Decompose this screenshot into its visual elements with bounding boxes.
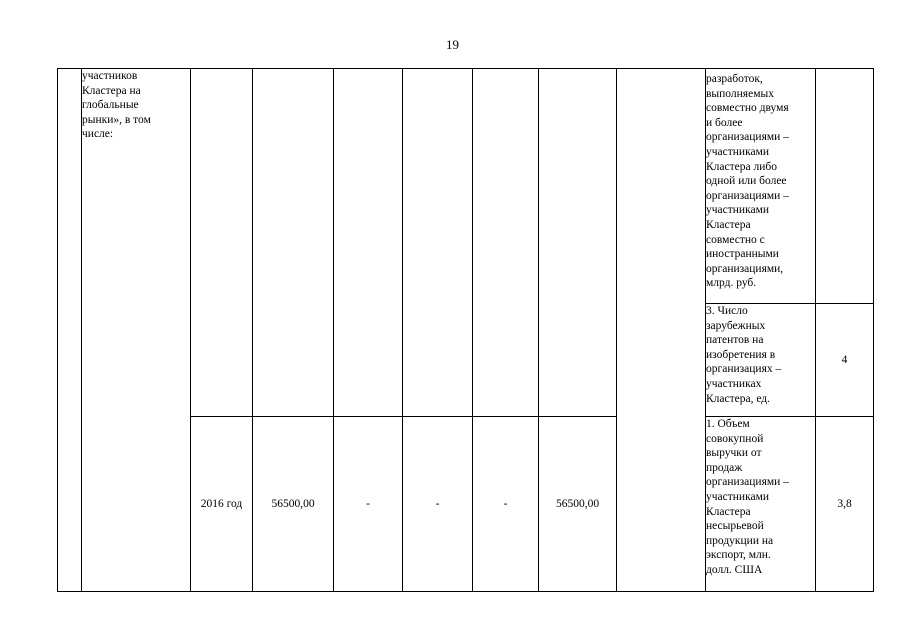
col4-cell: -: [473, 417, 539, 592]
indicator-cell: [706, 69, 816, 304]
indicator-value: [816, 69, 874, 304]
indicator-line: 1. Объем: [706, 418, 750, 430]
program-table: [57, 68, 874, 592]
indicator-line: млрд. руб.: [706, 277, 757, 290]
indicator-line: Кластера либо: [706, 160, 777, 173]
indicator-line: Кластера, ед.: [706, 392, 771, 405]
indicator-line: участниках: [706, 377, 762, 390]
description-line: Кластера на: [82, 84, 141, 97]
indicator-line: Кластера: [706, 218, 751, 231]
indicator-line: продукции на: [706, 534, 774, 547]
indicator-line: разработок,: [706, 73, 763, 85]
indicator-value: 4: [816, 304, 874, 417]
col4-cell-empty: [473, 69, 539, 417]
indicator-line: зарубежных: [706, 319, 766, 332]
col2-cell-empty: [334, 69, 403, 417]
year-cell: 2016 год: [191, 417, 253, 592]
indicator-line: организациями –: [706, 476, 789, 489]
indicator-line: продаж: [706, 461, 743, 474]
indicator-line: участниками: [706, 204, 770, 217]
indicator-line: выполняемых: [706, 87, 774, 100]
indicator-line: изобретения в: [706, 348, 776, 361]
indicator-line: организациями –: [706, 131, 789, 144]
indicator-value: 3,8: [816, 417, 874, 592]
indicator-line: выручки от: [706, 447, 762, 460]
year-cell-empty: [191, 69, 253, 417]
description-line: глобальные: [82, 99, 139, 112]
col5-cell-empty: [539, 69, 617, 417]
indicator-line: организациями –: [706, 189, 789, 202]
row-number-cell: [58, 69, 82, 592]
col6-cell: [617, 69, 706, 592]
description-line: рынки», в том: [82, 113, 151, 126]
indicator-line: и более: [706, 116, 743, 129]
indicator-line: совместно с: [706, 233, 765, 246]
indicator-line: одной или более: [706, 175, 787, 188]
total-cell-empty: [253, 69, 334, 417]
indicator-line: организациями,: [706, 262, 784, 275]
indicator-line: иностранными: [706, 248, 779, 261]
indicator-line: 3. Число: [706, 305, 748, 317]
indicator-line: патентов на: [706, 334, 764, 347]
col5-cell: 56500,00: [539, 417, 617, 592]
col3-cell: -: [403, 417, 473, 592]
page-number: 19: [446, 37, 459, 52]
indicator-line: участниками: [706, 490, 770, 503]
indicator-line: совместно двумя: [706, 102, 789, 115]
indicator-line: долл. США: [706, 563, 763, 576]
description-line: числе:: [82, 128, 114, 141]
total-cell: 56500,00: [253, 417, 334, 592]
indicator-cell: [706, 417, 816, 592]
indicator-line: несырьевой: [706, 520, 764, 533]
col2-cell: -: [334, 417, 403, 592]
measure-description-cell: [82, 69, 191, 592]
indicator-line: организациях –: [706, 363, 782, 376]
indicator-line: участниками: [706, 145, 770, 158]
indicator-cell: [706, 304, 816, 417]
indicator-line: Кластера: [706, 505, 751, 518]
col3-cell-empty: [403, 69, 473, 417]
description-line: участников: [82, 70, 138, 82]
indicator-line: экспорт, млн.: [706, 549, 771, 562]
indicator-line: совокупной: [706, 432, 764, 445]
